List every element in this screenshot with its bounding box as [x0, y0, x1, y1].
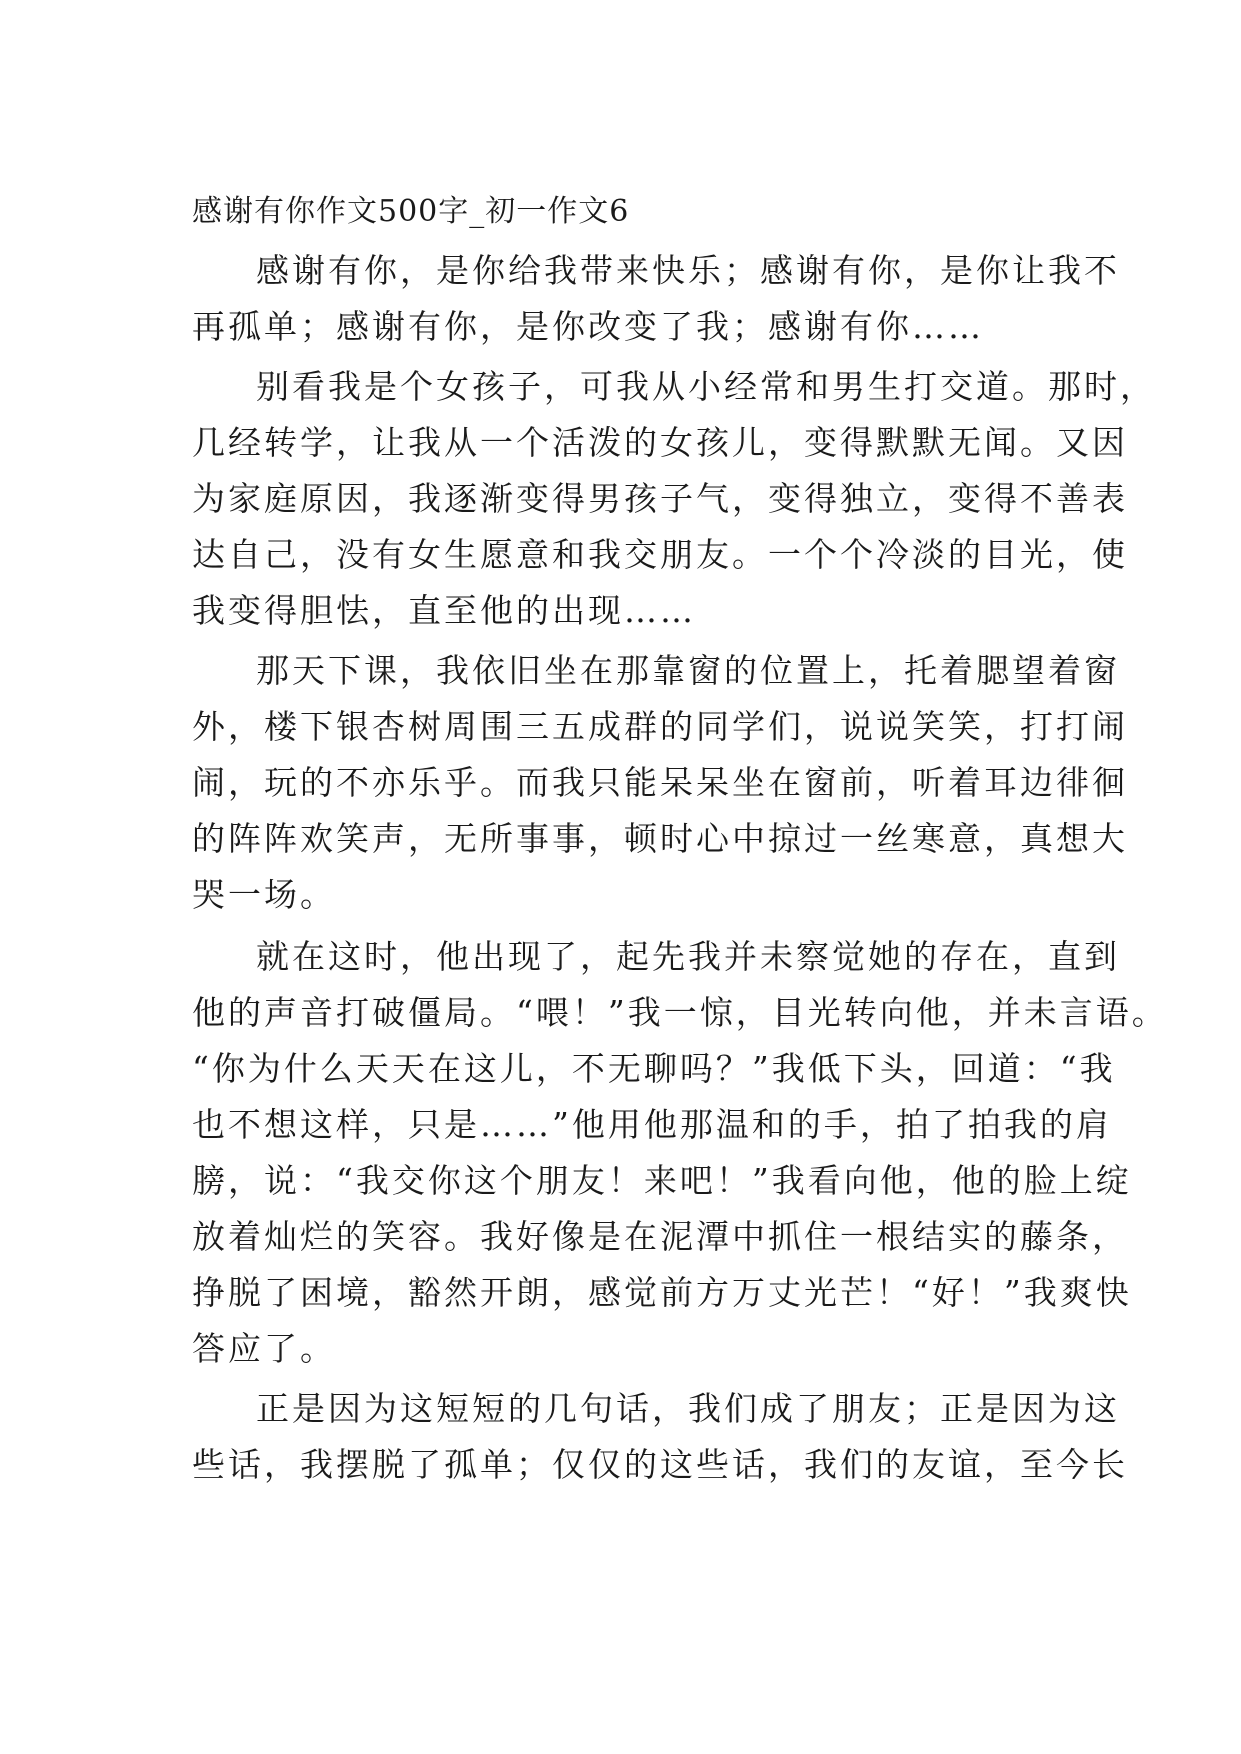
paragraph-line: 我变得胆怯，直至他的出现……: [192, 591, 696, 630]
paragraph-line: 再孤单；感谢有你，是你改变了我；感谢有你……: [192, 307, 984, 346]
paragraph-line: 答应了。: [192, 1329, 336, 1368]
paragraph-line: 放着灿烂的笑容。我好像是在泥潭中抓住一根结实的藤条，: [192, 1217, 1128, 1256]
paragraph-line: 那天下课，我依旧坐在那靠窗的位置上，托着腮望着窗: [256, 651, 1120, 690]
paragraph-line: 达自己，没有女生愿意和我交朋友。一个个冷淡的目光，使: [192, 535, 1128, 574]
document-title: 感谢有你作文500字_初一作文6: [192, 194, 630, 229]
paragraph-line: 他的声音打破僵局。“喂！”我一惊，目光转向他，并未言语。: [192, 993, 1168, 1032]
paragraph-line: 几经转学，让我从一个活泼的女孩儿，变得默默无闻。又因: [192, 423, 1128, 462]
paragraph-line: 的阵阵欢笑声，无所事事，顿时心中掠过一丝寒意，真想大: [192, 819, 1128, 858]
paragraph-line: 就在这时，他出现了，起先我并未察觉她的存在，直到: [256, 937, 1120, 976]
paragraph-line: 也不想这样，只是……”他用他那温和的手，拍了拍我的肩: [192, 1105, 1112, 1144]
paragraph-line: 膀，说：“我交你这个朋友！来吧！”我看向他，他的脸上绽: [192, 1161, 1132, 1200]
paragraph-line: 些话，我摆脱了孤单；仅仅的这些话，我们的友谊，至今长: [192, 1445, 1128, 1484]
paragraph-line: 为家庭原因，我逐渐变得男孩子气，变得独立，变得不善表: [192, 479, 1128, 518]
paragraph-line: 外，楼下银杏树周围三五成群的同学们，说说笑笑，打打闹: [192, 707, 1128, 746]
paragraph-line: 挣脱了困境，豁然开朗，感觉前方万丈光芒！“好！”我爽快: [192, 1273, 1132, 1312]
paragraph-line: 感谢有你，是你给我带来快乐；感谢有你，是你让我不: [256, 251, 1120, 290]
paragraph-line: 闹，玩的不亦乐乎。而我只能呆呆坐在窗前，听着耳边徘徊: [192, 763, 1128, 802]
paragraph-line: 别看我是个女孩子，可我从小经常和男生打交道。那时，: [256, 367, 1156, 406]
paragraph-line: 正是因为这短短的几句话，我们成了朋友；正是因为这: [256, 1389, 1120, 1428]
paragraph-line: 哭一场。: [192, 875, 336, 914]
paragraph-line: “你为什么天天在这儿，不无聊吗？”我低下头，回道：“我: [192, 1049, 1116, 1088]
